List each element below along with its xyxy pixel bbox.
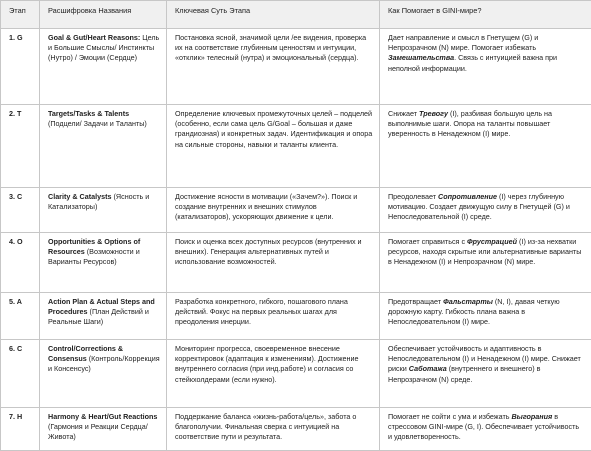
help-cell: [380, 340, 591, 408]
name-cell: [40, 188, 167, 233]
stage-cell: 4. O: [1, 233, 40, 293]
name-rest: Цель и Большие Смыслы/ Инстинкты (Нутро) / Эмоции (Сердце): [48, 33, 159, 62]
stage-cell: 5. A: [1, 293, 40, 340]
name-bold: Control/Corrections & Consensus: [48, 344, 123, 363]
name-rest: (Ясность и Катализаторы): [48, 192, 149, 211]
name-rest: (Подцели/ Задачи и Таланты): [48, 119, 147, 128]
stage-cell: 3. C: [1, 188, 40, 233]
name-rest: (Гармония и Реакции Сердца/Живота): [48, 422, 148, 441]
table-row: [1, 105, 591, 188]
help-text-pre: Помогает не сойти с ума и избежать: [388, 412, 511, 421]
help-highlight: Фрустрацией: [467, 237, 517, 246]
help-cell: [380, 188, 591, 233]
table-row: [1, 293, 591, 340]
essence-cell: Поддержание баланса «жизнь-работа/цель», забота о благополучии. Финальная сверка с интуицией на соответствие пути и результата.: [167, 408, 380, 451]
help-text-pre: Дает направление и смысл в Гнетущем (G) и Непрозрачном (N) мире. Помогает избежать: [388, 33, 538, 52]
stage-cell: 6. C: [1, 340, 40, 408]
help-cell: [380, 29, 591, 105]
table-row: [1, 29, 591, 105]
help-text-pre: Помогает справиться с: [388, 237, 467, 246]
help-cell: [380, 293, 591, 340]
column-header-name: Расшифровка Названия: [40, 1, 167, 29]
essence-cell: Мониторинг прогресса, своевременное внесение корректировок (адаптация к изменениям). Достижение внутреннего согласия (при инд.работе) и согласия со стейкхолдерами (если нужно).: [167, 340, 380, 408]
name-rest: (Возможности и Варианты Ресурсов): [48, 247, 140, 266]
column-header-stage: Этап: [1, 1, 40, 29]
table-header-row: [1, 1, 591, 29]
name-cell: [40, 340, 167, 408]
name-bold: Action Plan & Actual Steps and Procedures: [48, 297, 155, 316]
stage-cell: 7. H: [1, 408, 40, 451]
name-bold: Opportunities & Options of Resources: [48, 237, 140, 256]
help-highlight: Сопротивление: [438, 192, 497, 201]
help-cell: [380, 408, 591, 451]
essence-cell: Разработка конкретного, гибкого, пошагового плана действий. Фокус на первых реальных шагах для преодоления инерции.: [167, 293, 380, 340]
name-cell: [40, 293, 167, 340]
help-cell: [380, 233, 591, 293]
essence-cell: Достижение ясности в мотивации («Зачем?»). Поиск и создание внутренних и внешних стимулов (катализаторов), ускоряющих движение к цели.: [167, 188, 380, 233]
table-row: [1, 340, 591, 408]
table-row: [1, 233, 591, 293]
help-text-post: . Связь с интуицией важна при неполной информации.: [388, 53, 557, 72]
name-cell: [40, 29, 167, 105]
stage-cell: 1. G: [1, 29, 40, 105]
stage-cell: 2. T: [1, 105, 40, 188]
column-header-essence: Ключевая Суть Этапа: [167, 1, 380, 29]
help-highlight: Замешательства: [388, 53, 454, 62]
name-cell: [40, 105, 167, 188]
help-cell: [380, 105, 591, 188]
name-cell: [40, 233, 167, 293]
help-highlight: Фальстарты: [443, 297, 493, 306]
essence-cell: Определение ключевых промежуточных целей – подцелей (особенно, если сама цель G/Goal – большая и даже грандиозная) и конкретных задач. Идентификация и опора на сильные стороны, навыки и таланты клиента.: [167, 105, 380, 188]
name-bold: Targets/Tasks & Talents: [48, 109, 129, 118]
help-text-post: (N, I), давая четкую дорожную карту. Гибкость плана важна в Непоследовательном (I) мире.: [388, 297, 560, 326]
name-bold: Goal & Gut/Heart Reasons:: [48, 33, 140, 42]
help-text-post: (внутреннего и внешнего) в Непрозрачном (N) среде.: [388, 364, 540, 383]
name-rest: (Контроль/Коррекция и Консенсус): [48, 354, 160, 373]
essence-cell: Поиск и оценка всех доступных ресурсов (внутренних и внешних). Генерация альтернативных путей и использование возможностей.: [167, 233, 380, 293]
help-text-post: в стрессовом GINI-мире (G, I). Обеспечивает устойчивость и удовлетворенность.: [388, 412, 579, 441]
name-rest: (План Действий и Реальные Шаги): [48, 307, 149, 326]
name-bold: Clarity & Catalysts: [48, 192, 112, 201]
help-highlight: Тревогу: [419, 109, 448, 118]
column-header-help: Как Помогает в GINI-мире?: [380, 1, 591, 29]
help-text-post: (I), разбивая большую цель на выполнимые шаги. Опора на таланты повышает уверенность в Ненадежном (I) мире.: [388, 109, 552, 138]
help-text-post: (I) из-за нехватки ресурсов, находя скрытые или альтернативные варианты в Ненадежном (I) и Непрозрачном (N) мире.: [388, 237, 581, 266]
name-cell: [40, 408, 167, 451]
table-row: [1, 408, 591, 451]
help-text-pre: Обеспечивает устойчивость и адаптивность в Непоследовательном (I) и Ненадежном (I) мире. Снижает риски: [388, 344, 581, 373]
help-text-post: (I) через глубинную мотивацию. Создает движущую силу в Гнетущей (G) и Непоследовательной (I) среде.: [388, 192, 570, 221]
help-text-pre: Предотвращает: [388, 297, 443, 306]
help-text-pre: Преодолевает: [388, 192, 438, 201]
essence-cell: Постановка ясной, значимой цели /ее видения, проверка их на соответствие глубинным ценностям и интуиции, «отклик» телесный (нутра) и эмоциональный (сердца).: [167, 29, 380, 105]
table-row: [1, 188, 591, 233]
help-highlight: Выгорания: [511, 412, 552, 421]
name-bold: Harmony & Heart/Gut Reactions: [48, 412, 157, 421]
help-text-pre: Снижает: [388, 109, 419, 118]
help-highlight: Саботажа: [409, 364, 447, 373]
